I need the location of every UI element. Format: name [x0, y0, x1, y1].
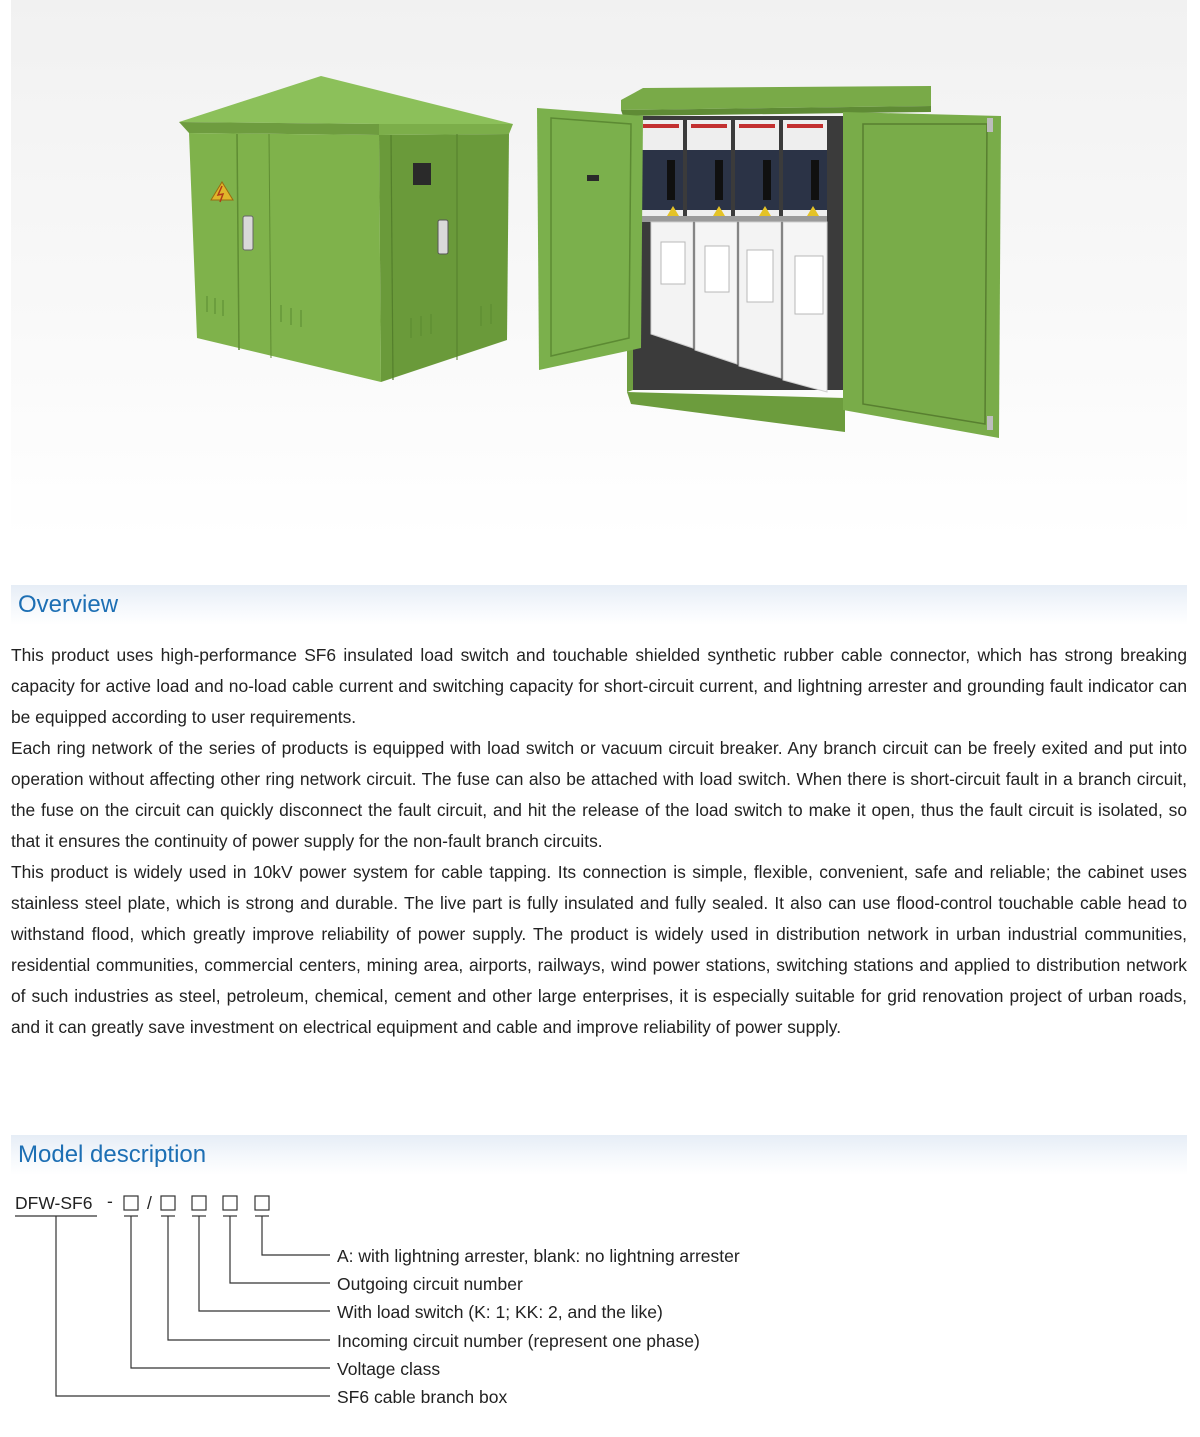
model-desc-load-switch: With load switch (K: 1; KK: 2, and the like) — [337, 1302, 663, 1322]
overview-header-bar — [11, 585, 1187, 625]
voltage-class-box — [124, 1196, 138, 1210]
overview-paragraph: This product uses high-performance SF6 insulated load switch and touchable shielded synthetic rubber cable connector, which has strong breaking capacity for active load and no-load cable current and switching capacity for short-circuit current, and lightning arrester and grounding fault indicator can be equipped according to user requirements. — [11, 645, 1187, 727]
open-cabinet — [537, 86, 1001, 438]
leader-line-incoming — [168, 1216, 330, 1340]
arrester-box — [255, 1196, 269, 1210]
model-header-bar — [11, 1135, 1187, 1175]
model-slash: / — [147, 1193, 152, 1213]
leader-line-branch-box — [56, 1216, 330, 1396]
load-switch-box — [192, 1196, 206, 1210]
overview-body — [11, 640, 1187, 1043]
closed-cabinet — [179, 76, 513, 382]
model-desc-voltage: Voltage class — [337, 1359, 441, 1379]
product-photo — [11, 0, 1187, 540]
model-code-diagram — [0, 1185, 1200, 1425]
model-title: Model description — [18, 1141, 207, 1168]
leader-line-load-switch — [199, 1216, 330, 1311]
leader-line-outgoing — [230, 1216, 330, 1283]
overview-paragraph: This product is widely used in 10kV power system for cable tapping. Its connection is simple, flexible, convenient, safe and reliable; the cabinet uses stainless steel plate, which is strong and durable. The live part is fully insulated and fully sealed. It also can use flood-control touchable cable head to withstand flood, which greatly improve reliability of power supply. The product is widely used in distribution network in urban industrial communities, residential communities, commercial centers, mining area, airports, railways, wind power stations, switching stations and applied to distribution network of such industries as steel, petroleum, chemical, cement and other large enterprises, it is especially suitable for grid renovation project of urban roads, and it can greatly save investment on electrical equipment and cable and improve reliability of power supply. — [11, 862, 1187, 1037]
model-desc-arrester: A: with lightning arrester, blank: no lightning arrester — [337, 1246, 740, 1266]
outgoing-circuit-box — [223, 1196, 237, 1210]
model-code: DFW-SF6 — [15, 1193, 93, 1213]
overview-paragraph: Each ring network of the series of products is equipped with load switch or vacuum circuit breaker. Any branch circuit can be freely exited and put into operation without affecting other ring network circuit. The fuse can also be attached with load switch. When there is short-circuit fault in a branch circuit, the fuse on the circuit can quickly disconnect the fault circuit, and hit the release of the load switch to make it open, thus the fault circuit is isolated, so that it ensures the continuity of power supply for the non-fault branch circuits. — [11, 738, 1187, 851]
incoming-circuit-box — [161, 1196, 175, 1210]
model-desc-incoming: Incoming circuit number (represent one phase) — [337, 1331, 700, 1351]
model-desc-outgoing: Outgoing circuit number — [337, 1274, 523, 1294]
model-dash: - — [107, 1191, 113, 1211]
model-desc-branch-box: SF6 cable branch box — [337, 1387, 508, 1407]
overview-title: Overview — [18, 591, 119, 618]
leader-line-arrester — [262, 1216, 330, 1255]
